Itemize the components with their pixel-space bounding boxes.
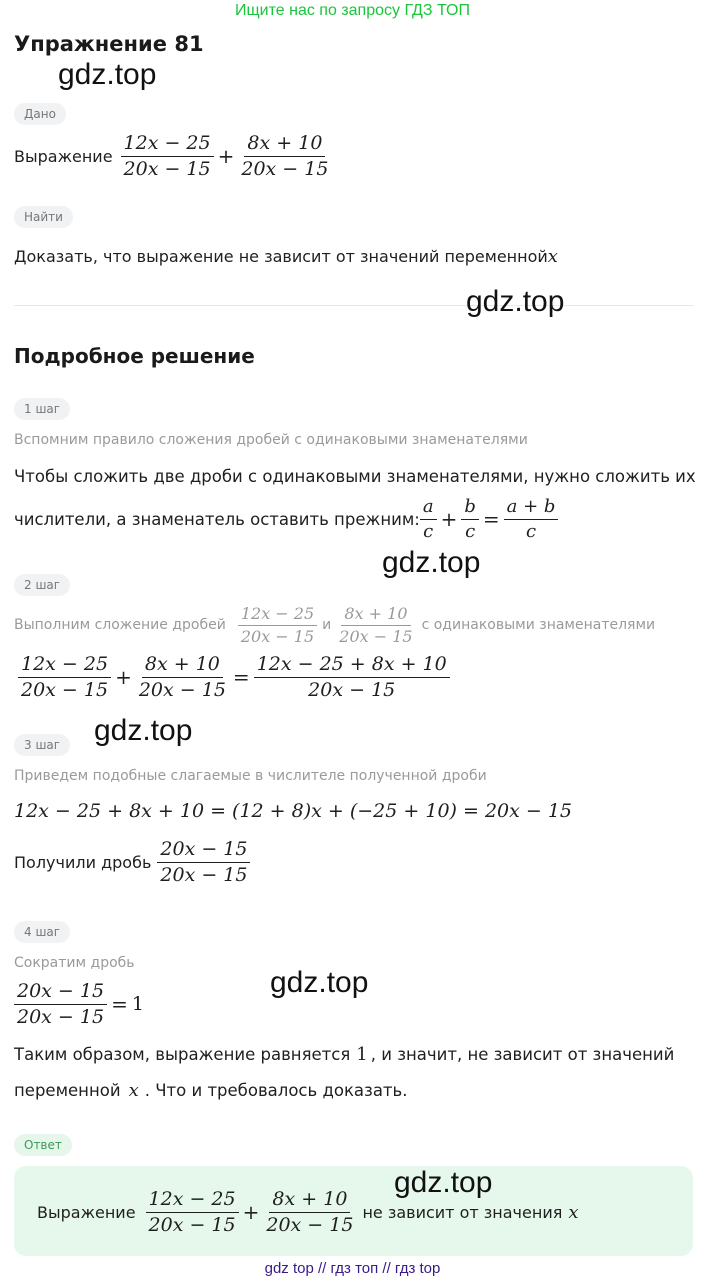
fraction-denominator: 20x − 15: [123, 157, 211, 180]
conclusion-text: переменной: [14, 1080, 121, 1100]
fraction-numerator: 8x + 10: [142, 654, 223, 678]
given-label: Выражение: [14, 146, 113, 166]
step4-fraction: [14, 981, 107, 1028]
answer-fraction-1: [146, 1189, 239, 1236]
hint-fraction-2: [336, 605, 415, 645]
variable-x: x: [547, 245, 558, 267]
step2-fraction-2: [136, 654, 229, 701]
step3-hint: Приведем подобные слагаемые в числителе полученной дроби: [14, 768, 487, 784]
fraction-denominator: 20x − 15: [148, 1213, 236, 1236]
fraction-denominator: 20x − 15: [21, 678, 109, 701]
step2-hint: [14, 602, 655, 648]
fraction-numerator: 8x + 10: [341, 605, 410, 626]
fraction-denominator: c: [526, 520, 537, 542]
find-statement: [14, 245, 558, 267]
conclusion-one: 1: [356, 1043, 368, 1065]
solution-heading: Подробное решение: [14, 344, 255, 368]
watermark: gdz.top: [58, 58, 157, 91]
fraction-numerator: 12x − 25: [18, 654, 111, 678]
fraction-denominator: 20x − 15: [240, 626, 315, 646]
watermark: gdz.top: [382, 546, 481, 579]
step1-line2-text: числители, а знаменатель оставить прежним:: [14, 509, 420, 529]
given-fraction-2: [238, 133, 331, 180]
hint-fraction-1: [238, 605, 317, 645]
fraction-denominator: c: [423, 520, 434, 542]
fraction-numerator: 8x + 10: [244, 133, 325, 157]
step2-equation: [18, 650, 450, 704]
answer-label: Выражение: [37, 1202, 136, 1222]
plus-sign: +: [440, 507, 458, 531]
watermark: gdz.top: [94, 714, 193, 747]
variable-x: x: [568, 1201, 579, 1223]
section-divider: [14, 305, 694, 306]
watermark: gdz.top: [394, 1166, 493, 1199]
fraction-numerator: 8x + 10: [269, 1189, 350, 1213]
variable-x: x: [128, 1079, 139, 1101]
equals-sign: =: [232, 665, 250, 689]
step2-pill: 2 шаг: [14, 574, 70, 596]
equals-sign: =: [482, 507, 500, 531]
step4-conclusion-line2: [14, 1078, 408, 1102]
conclusion-text: . Что и требовалось доказать.: [144, 1080, 408, 1100]
step4-equation: [14, 977, 144, 1031]
conclusion-text: Таким образом, выражение равняется: [14, 1044, 351, 1064]
step4-conclusion-line1: [14, 1042, 674, 1066]
answer-fraction-2: [263, 1189, 356, 1236]
step3-result: [14, 836, 250, 888]
answer-pill: Ответ: [14, 1134, 72, 1156]
fraction-denominator: 20x − 15: [266, 1213, 354, 1236]
plus-sign: +: [242, 1200, 260, 1224]
find-pill: Найти: [14, 206, 73, 228]
fraction-numerator: 20x − 15: [14, 981, 107, 1005]
conclusion-text: , и значит, не зависит от значений: [370, 1044, 675, 1064]
plus-sign: +: [115, 665, 132, 689]
fraction-numerator: 12x − 25: [146, 1189, 239, 1213]
step1-hint: Вспомним правило сложения дробей с одинаковыми знаменателями: [14, 432, 528, 448]
plus-sign: +: [217, 144, 235, 168]
step1-line1: Чтобы сложить две дроби с одинаковыми знаменателями, нужно сложить их: [14, 467, 696, 486]
step4-pill: 4 шаг: [14, 921, 70, 943]
answer-tail: не зависит от значения: [362, 1202, 563, 1222]
step2-fraction-1: [18, 654, 111, 701]
step2-hint-tail: с одинаковыми знаменателями: [421, 617, 656, 633]
step2-hint-and: и: [322, 617, 332, 633]
footer-links[interactable]: gdz top // гдз топ // гдз top: [264, 1260, 441, 1277]
fraction-numerator: 12x − 25 + 8x + 10: [254, 654, 450, 678]
given-fraction-1: [121, 133, 214, 180]
equals-sign: =: [111, 992, 128, 1016]
step3-pill: 3 шаг: [14, 734, 70, 756]
step4-hint: Сократим дробь: [14, 955, 135, 971]
page-title: Упражнение 81: [14, 32, 204, 56]
fraction-denominator: 20x − 15: [17, 1005, 105, 1028]
fraction-numerator: a: [420, 497, 437, 520]
step1-pill: 1 шаг: [14, 398, 70, 420]
rule-fraction-a: [420, 497, 437, 542]
find-text: Доказать, что выражение не зависит от значений переменной: [14, 246, 548, 266]
fraction-denominator: 20x − 15: [138, 678, 226, 701]
step2-result-fraction: [254, 654, 450, 701]
step3-result-label: Получили дробь: [14, 852, 152, 872]
given-pill: Дано: [14, 103, 66, 125]
fraction-numerator: 12x − 25: [121, 133, 214, 157]
top-banner[interactable]: Ищите нас по запросу ГДЗ ТОП: [235, 2, 470, 19]
fraction-denominator: 20x − 15: [339, 626, 413, 646]
fraction-numerator: 20x − 15: [157, 839, 250, 863]
step3-fraction: [157, 839, 250, 886]
given-expression: [14, 130, 331, 182]
rule-fraction-sum: [504, 497, 559, 542]
fraction-numerator: 12x − 25: [238, 605, 317, 626]
watermark: gdz.top: [466, 285, 565, 318]
step1-line2: [14, 494, 558, 544]
fraction-denominator: c: [465, 520, 476, 542]
step2-hint-text: Выполним сложение дробей: [14, 617, 226, 633]
watermark: gdz.top: [270, 966, 369, 999]
fraction-denominator: 20x − 15: [160, 863, 248, 886]
result-one: 1: [131, 993, 144, 1015]
step3-equation: 12x − 25 + 8x + 10 = (12 + 8)x + (−25 + 10) = 20x − 15: [14, 800, 573, 822]
fraction-numerator: b: [461, 497, 479, 520]
rule-fraction-b: [461, 497, 479, 542]
fraction-numerator: a + b: [504, 497, 559, 520]
fraction-denominator: 20x − 15: [241, 157, 329, 180]
fraction-denominator: 20x − 15: [308, 678, 396, 701]
answer-expression: [37, 1185, 579, 1239]
